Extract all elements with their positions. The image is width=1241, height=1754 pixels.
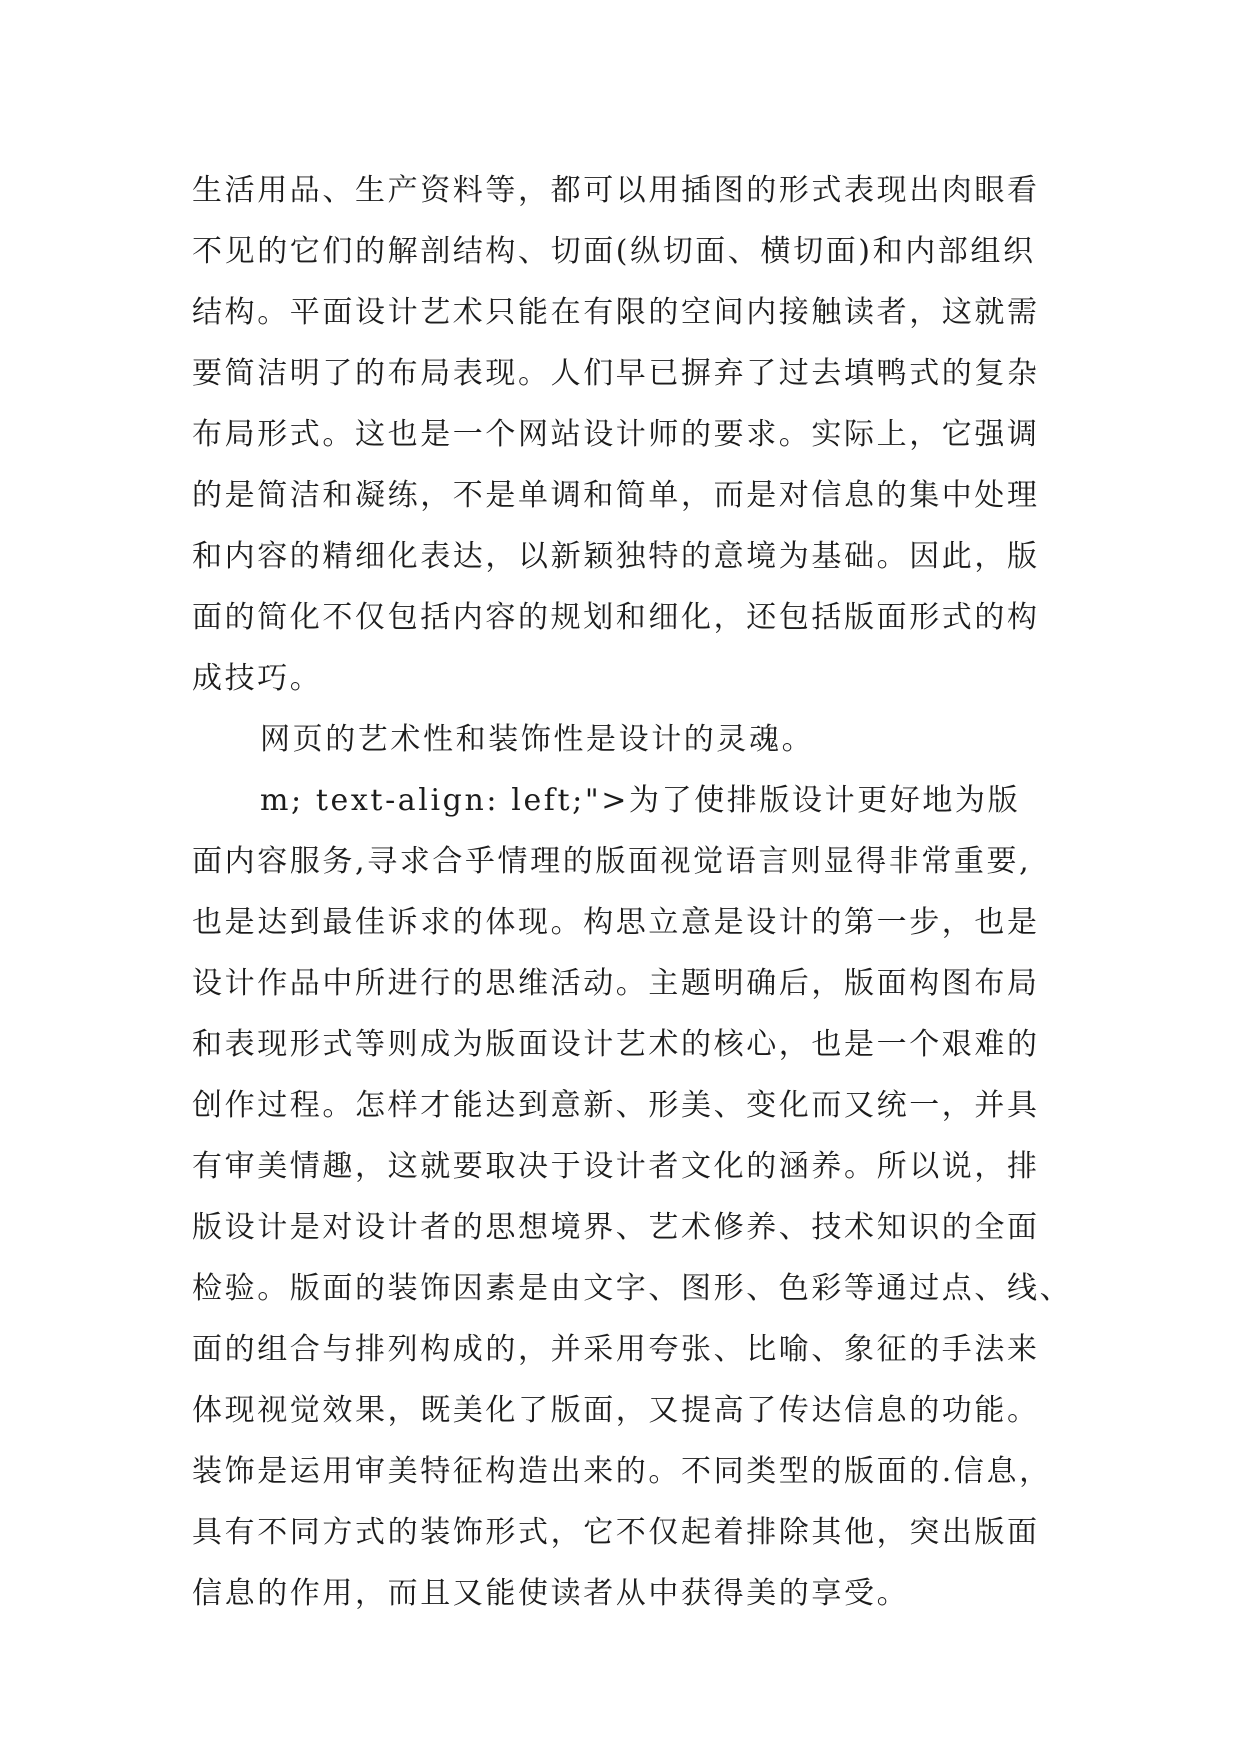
text-line: 成技巧。 [192, 661, 323, 696]
text-line: 设计作品中所进行的思维活动。主题明确后，版面构图布局 [192, 966, 1040, 1001]
body-text [192, 160, 1072, 1624]
text-line: 面的组合与排列构成的，并采用夸张、比喻、象征的手法来 [192, 1332, 1040, 1367]
text-line: 的是简洁和凝练，不是单调和简单，而是对信息的集中处理 [192, 478, 1040, 513]
text-line: 信息的作用，而且又能使读者从中获得美的享受。 [192, 1576, 910, 1611]
text-line: 装饰是运用审美特征构造出来的。不同类型的版面的.信息， [192, 1454, 1052, 1489]
text-line: 不见的它们的解剖结构、切面(纵切面、横切面)和内部组织 [192, 234, 1036, 269]
text-line: 也是达到最佳诉求的体现。构思立意是设计的第一步，也是 [192, 905, 1040, 940]
text-line: 体现视觉效果，既美化了版面，又提高了传达信息的功能。 [192, 1393, 1040, 1428]
text-line: 版设计是对设计者的思想境界、艺术修养、技术知识的全面 [192, 1210, 1040, 1245]
text-line: 结构。平面设计艺术只能在有限的空间内接触读者，这就需 [192, 295, 1040, 330]
text-line: 要简洁明了的布局表现。人们早已摒弃了过去填鸭式的复杂 [192, 356, 1040, 391]
paragraph-first-line: 网页的艺术性和装饰性是设计的灵魂。 [260, 722, 815, 757]
text-line: 检验。版面的装饰因素是由文字、图形、色彩等通过点、线、 [192, 1271, 1073, 1306]
paragraph-first-line: m; text-align: left;">为了使排版设计更好地为版 [260, 783, 1021, 818]
text-line: 和表现形式等则成为版面设计艺术的核心，也是一个艰难的 [192, 1027, 1040, 1062]
text-line: 面的简化不仅包括内容的规划和细化，还包括版面形式的构 [192, 600, 1040, 635]
text-line: 面内容服务,寻求合乎情理的版面视觉语言则显得非常重要, [192, 844, 1032, 879]
text-line: 和内容的精细化表达，以新颖独特的意境为基础。因此，版 [192, 539, 1040, 574]
text-line: 有审美情趣，这就要取决于设计者文化的涵养。所以说，排 [192, 1149, 1040, 1184]
text-line: 创作过程。怎样才能达到意新、形美、变化而又统一，并具 [192, 1088, 1040, 1123]
text-line: 生活用品、生产资料等，都可以用插图的形式表现出肉眼看 [192, 173, 1040, 208]
text-line: 布局形式。这也是一个网站设计师的要求。实际上，它强调 [192, 417, 1040, 452]
text-line: 具有不同方式的装饰形式，它不仅起着排除其他，突出版面 [192, 1515, 1040, 1550]
